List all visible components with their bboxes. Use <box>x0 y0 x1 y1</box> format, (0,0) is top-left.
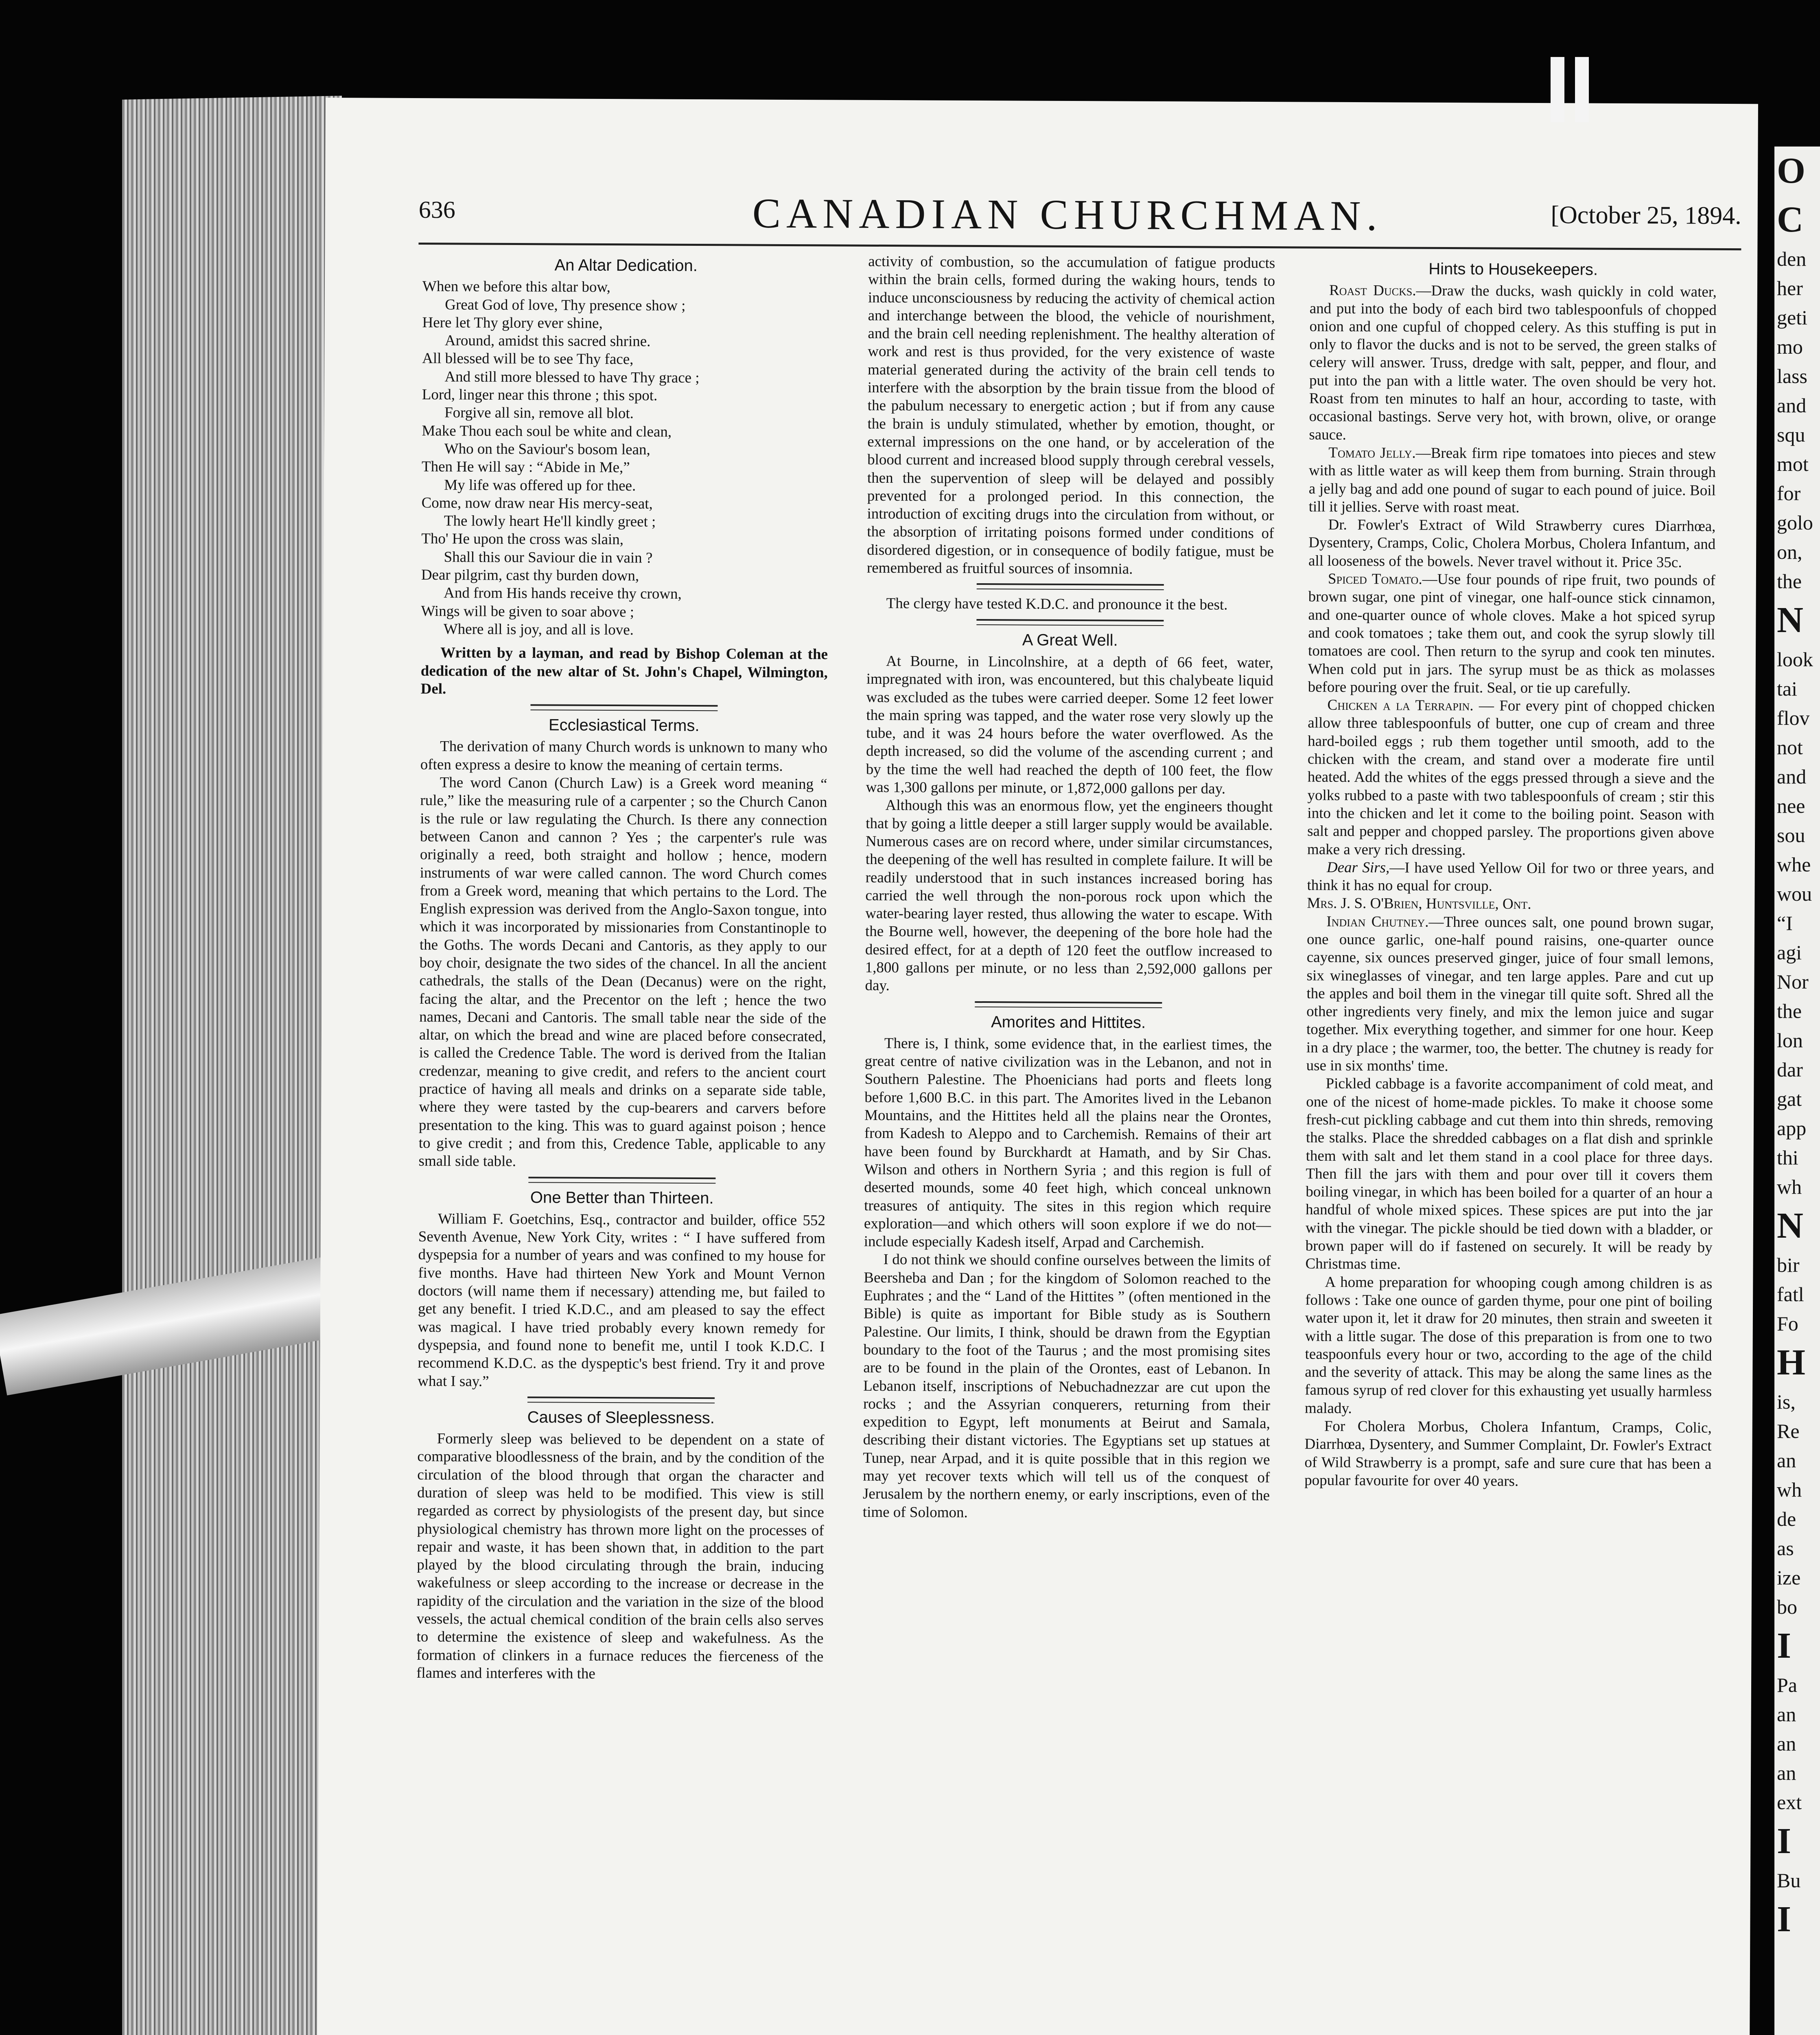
facing-page-fragment: N <box>1777 1206 1803 1246</box>
facing-page-fragment: lon <box>1777 1029 1803 1052</box>
paragraph: At Bourne, in Lincolnshire, at a depth of 66 feet, water, impregnated with iron, was encountered, but this chalybeate liquid was excluded as the tubes were carried deeper. Some 12 feet lower the main spring was tapped, and the water rose very slowly up the tube, and it was 24 hours before the water overflowed. As the depth increased, so did the volume of the ascending current ; and by the time the well had reached the depth of 100 feet, the flow was 1,300 gallons per minute, or 1,872,000 gallons per day. <box>866 652 1274 797</box>
facing-page-fragment: mo <box>1777 335 1803 358</box>
facing-page-fragment: tai <box>1777 677 1797 700</box>
poem-line: Wings will be given to soar above ; <box>421 602 634 620</box>
poem-line: Tho' He upon the cross was slain, <box>421 530 624 548</box>
facing-page-fragment: C <box>1777 199 1803 240</box>
section-separator <box>530 704 718 711</box>
poem-line: And from His hands receive thy crown, <box>444 584 682 603</box>
paragraph: Although this was an enormous flow, yet the engineers thought that by going a little deeper a still larger supply would be available. Numerous cases are on record where, under similar circumstances, the deepening of the well has resulted in complete failure. It will be readily understood that in such instances increased boring has carried the well through the non-porous rock upon which the water-bearing layer rested, thus allowing the water to escape. With the Bourne well, however, the deepening of the bore hole had the desired effect, for at a depth of 120 feet the outflow increased to 1,800 gallons per minute, or no less than 2,592,000 gallons per day. <box>865 797 1273 994</box>
facing-page-fragment: O <box>1777 151 1806 191</box>
poem-line: And still more blessed to have Thy grace ; <box>444 368 700 386</box>
facing-page-fragment: an <box>1777 1732 1796 1755</box>
poem-line: Around, amidst this sacred shrine. <box>444 332 651 350</box>
recipe-roast-ducks <box>1309 282 1717 446</box>
facing-page-fragment: look <box>1777 648 1813 671</box>
poem-line: Shall this our Saviour die in vain ? <box>444 549 653 567</box>
issue-date: [October 25, 1894. <box>1551 201 1741 230</box>
poem-line: Great God of love, Thy presence show ; <box>445 296 686 314</box>
newspaper-page <box>315 98 1758 2035</box>
section-separator <box>976 619 1164 626</box>
paragraph: There is, I think, some evidence that, in the earliest times, the great centre of native civilization was in the Lebanon, and not in Southern Palestine. The Phoenicians had ports and fleets long before 1,600 B.C. in this part. The Amorites lived in the Lebanon Mountains, and the Hittites held all the plains near the Orontes, from Kadesh to Aleppo and to Carchemish. Remains of their art have been found by Burckhardt at Hamath, and by Sir Chas. Wilson and others in Northern Syria ; and this region is full of deserted mounds, some 40 feet high, which conceal unknown treasures of antiquity. The sites in this region which require exploration—and which others will soon explore if we do not—include especially Kadesh itself, Arpad and Carchemish. <box>864 1035 1272 1252</box>
poem-line: When we before this altar bow, <box>422 278 611 296</box>
facing-page-fragment: and <box>1777 394 1807 417</box>
facing-page-fragment: for <box>1777 482 1801 505</box>
facing-page-fragment: sou <box>1777 824 1805 847</box>
paragraph: The word Canon (Church Law) is a Greek word meaning “ rule,” like the measuring rule of a carpenter ; so the Church Canon is the rule or law regulating the Church. Is there any connection between Canon and cannon ? Yes ; the carpenter's rule was originally a reed, both straight and hollow ; hence, modern instruments of war were called cannon. The word Church comes from a Greek word, meaning that which pertains to the Lord. The English expression was derived from the Anglo-Saxon tongue, into which it was incorporated by missionaries from Constantinople to the Goths. The words Decani and Cantoris, as they apply to our boy choir, designate the two sides of the chancel. In all the ancient cathedrals, the stalls of the Dean (Decanus) were on the right, facing the altar, and the Precentor on the left ; hence the two names, Decani and Cantoris. The small table near the side of the altar, on which the bread and wine are placed before consecrated, is called the Credence Table. The word is derived from the Italian credenzar, meaning to give credit, and refers to the ancient court practice of having all meals and drinks on a separate side table, where they were tasted by the cup-bearers and carvers before presentation to the king. This was to guard against poison ; hence to give credit ; and from this, Credence Table, applicable to any small side table. <box>418 774 827 1170</box>
altar-note: Written by a layman, and read by Bishop Coleman at the dedication of the new altar of St. John's Chapel, Wilmington, Del. <box>420 644 828 698</box>
poem-line: All blessed will be to see Thy face, <box>422 350 634 368</box>
facing-page-fragment: and <box>1777 765 1807 788</box>
poem-line: Then He will say : “Abide in Me,” <box>421 458 630 476</box>
facing-page-fragment: I <box>1777 1899 1792 1939</box>
facing-page-fragment: bir <box>1777 1254 1800 1276</box>
recipe-chicken-terrapin <box>1307 696 1715 860</box>
facing-page-fragment: wou <box>1777 882 1812 905</box>
article-title-ecclesiastical-terms: Ecclesiastical Terms. <box>548 716 700 735</box>
facing-page-fragment: “I <box>1777 912 1793 934</box>
facing-page-fragment: de <box>1777 1508 1796 1530</box>
facing-page-fragment: den <box>1777 247 1807 270</box>
facing-page-fragment: H <box>1777 1342 1806 1383</box>
facing-page-fragment: Bu <box>1777 1869 1801 1892</box>
facing-page-fragment: as <box>1777 1537 1794 1560</box>
column-1 <box>416 251 829 1684</box>
yellow-oil-advert <box>1307 858 1714 914</box>
paragraph: The derivation of many Church words is unknown to many who often express a desire to know the meaning of certain terms. <box>420 738 828 775</box>
facing-page-fragment: her <box>1777 277 1803 300</box>
altar-poem <box>421 278 829 640</box>
paragraph: William F. Goetchins, Esq., contractor and builder, office 552 Seventh Avenue, New York City, writes : “ I have suffered from dyspepsia for a number of years and was confined to my house for five months. Have had thirteen New York and Mount Vernon doctors (will name them if necessary) attending me, but failed to get any benefit. I tried K.D.C., and am pleased to say the effect was magical. I have tried probably every known remedy for dyspepsia, and found none to benefit me, until I took K.D.C. I recommend K.D.C. as the dyspeptic's best friend. Try it and prove what I say.” <box>418 1210 826 1390</box>
column-3 <box>1304 255 1717 1492</box>
facing-page-fragment: the <box>1777 570 1802 593</box>
paragraph-whooping-cough: A home preparation for whooping cough among children is as follows : Take one ounce of garden thyme, pour one pint of boiling water upon it, let it draw for 20 minutes, then strain and sweeten it with a little sugar. The dose of this preparation is from one to two teaspoonfuls every hour or two, according to the age of the child and the severity of attack. This may be along the same lines as the famous syrup of red clover for this exhausting yet usually harmless malady. <box>1304 1274 1713 1417</box>
facing-page-fragment: gat <box>1777 1088 1802 1110</box>
facing-page-fragment: Re <box>1777 1420 1800 1442</box>
facing-page-fragment: whe <box>1777 853 1811 876</box>
salutation: Dear Sirs, <box>1326 859 1390 876</box>
binding-clip-top <box>1575 57 1589 122</box>
paragraph: I do not think we should confine ourselves between the limits of Beersheba and Dan ; for the kingdom of Solomon reached to the Euphrates ; and the “ Land of the Hittites ” (often mentioned in the Bible) is quite as important for Bible study as is Southern Palestine. Our limits, I think, should be drawn from the Egyptian boundary to the foot of the Taurus ; and the most promising sites are to be found in the plain of the Orontes, east of Lebanon. In Lebanon itself, inscriptions of Nebuchadnezzar are cut upon the rocks ; and the Assyrian conquerers, returning from their expedition to Egypt, left monuments at Beirut and Samala, describing their distant victories. The Egyptians set up statues at Tunep, near Arpad, and it is quite possible that in this region we may yet recover texts which will tell us of the conquest of Jerusalem by the northern enemy, or early inscriptions, even of the time of Solomon. <box>862 1251 1271 1521</box>
page-number: 636 <box>418 196 455 223</box>
facing-page-fragment: I <box>1777 1626 1792 1666</box>
facing-page-edge <box>1774 147 1820 2035</box>
article-title-amorites-and-hittites: Amorites and Hittites. <box>991 1013 1146 1032</box>
facing-page-fragment: I <box>1777 1821 1792 1861</box>
facing-page-fragment: wh <box>1777 1478 1802 1501</box>
poem-line: Where all is joy, and all is love. <box>443 621 634 639</box>
paragraph: activity of combustion, so the accumulation of fatigue products within the brain cells, formed during the waking hours, tends to induce unconsciousness by reducing the activity of chemical action and interchange between the blood, the vehicle of nourishment, and the brain cell needing replenishment. The healthy alteration of work and rest is thus provided, for the very existence of waste material generated during the activity of the brain cell tends to interfere with the absorption by the brain tissue from the blood of the pabulum necessary to energetic action ; but if from any cause the brain is unduly stimulated, whether by emotion, thought, or external impressions on the one hand, or by acceleration of the blood current and increased blood supply through cerebral vessels, then the supervention of sleep will be delayed and possibly prevented for a prolonged period. In this connection, the introduction of exciting drugs into the circulation from without, or the absorption of irritating poisons formed under conditions of disordered digestion, or in consequence of bodily fatigue, must be remembered as fruitful sources of insomnia. <box>866 253 1275 578</box>
facing-page-fragment: lass <box>1777 365 1807 387</box>
article-title-a-great-well: A Great Well. <box>1022 631 1118 650</box>
facing-page-fragment: flov <box>1777 707 1810 729</box>
masthead: CANADIAN CHURCHMAN. <box>752 190 1383 240</box>
poem-line: Lord, linger near this throne ; this spot. <box>422 386 658 404</box>
article-title-altar-dedication: An Altar Dedication. <box>554 256 698 275</box>
facing-page-fragment: Nor <box>1777 970 1809 993</box>
facing-page-fragment: app <box>1777 1117 1807 1140</box>
section-separator <box>528 1177 715 1184</box>
paragraph: Formerly sleep was believed to be dependent on a state of comparative bloodlessness of the brain, and by the condition of the circulation of the blood through that organ the character and duration of sleep was held to be modified. This view is still regarded as correct by physiologists of the present day, but since physiological chemistry has thrown more light on the processes of repair and waste, it has been shown that, in addition to the part played by the blood circulating through the brain, inducing wakefulness or sleep according to the increase or decrease in the rapidity of the circulation and the variation in the size of the blood vessels, the actual chemical condition of the brain cells also serves to determine the existence of sleep and wakefulness. As the formation of clinkers in a furnace reduces the fierceness of the flames and interferes with the <box>416 1430 825 1682</box>
recipe-text: — For every pint of chopped chicken allow three tablespoonfuls of butter, one cup of cream and three hard-boiled eggs ; rub them together until smooth, add to the chicken with the cream, and stand over a moderate fire until heated. Add the whites of the eggs pressed through a sieve and the yolks rubbed to a paste with two tablespoonfuls of cream ; stir this into the chicken and let it come to the boiling point. Season with salt and pepper and chopped parsley. The proportions given above make a very rich dressing. <box>1307 697 1715 858</box>
facing-page-fragment: thi <box>1777 1146 1798 1169</box>
recipe-label: Indian Chutney. <box>1326 913 1429 930</box>
article-title-causes-of-sleeplessness: Causes of Sleeplessness. <box>527 1408 715 1427</box>
recipe-label: Chicken a la Terrapin. <box>1327 696 1474 714</box>
recipe-label: Roast Ducks. <box>1329 282 1416 299</box>
poem-line: Who on the Saviour's bosom lean, <box>444 440 650 458</box>
recipe-spiced-tomato <box>1308 570 1715 698</box>
facing-page-fragment: dar <box>1777 1058 1803 1081</box>
testimonial-signature: Mrs. J. S. O'Brien, Huntsville, Ont. <box>1307 895 1531 913</box>
facing-page-fragment: fatl <box>1777 1283 1804 1306</box>
facing-page-fragment: ize <box>1777 1566 1801 1589</box>
facing-page-fragment: is, <box>1777 1390 1796 1413</box>
recipe-text: —Draw the ducks, wash quickly in cold water, and put into the body of each bird two tablespoonfuls of chopped onion and one cupful of chopped celery. As this stuffing is put in only to flavor the ducks and is not to be served, the green stalks of celery will answer. Truss, dredge with salt, pepper, and flour, and put into the pan with a little water. The oven should be very hot. Roast from ten minutes to half an hour, according to taste, with occasional bastings. Serve very hot, with brown, olive, or orange sauce. <box>1309 282 1717 443</box>
facing-page-fragment: mot <box>1777 453 1809 475</box>
facing-page-fragment: the <box>1777 1000 1802 1022</box>
testimonial-text: —I have used Yellow Oil for two or three years, and think it has no equal for croup. <box>1307 859 1714 895</box>
poem-line: My life was offered up for thee. <box>444 476 636 494</box>
book-page-edges <box>122 96 342 2035</box>
poem-line: Here let Thy glory ever shine, <box>422 314 603 332</box>
column-2 <box>863 253 1275 1523</box>
facing-page-fragment: wh <box>1777 1175 1802 1198</box>
facing-page-fragment: agi <box>1777 941 1802 964</box>
facing-page-fragment: golo <box>1777 511 1813 534</box>
recipe-text: —Use four pounds of ripe fruit, two pounds of brown sugar, one pint of vinegar, one half-ounce stick cinnamon, and one-quarter ounce of whole cloves. Make a hot spiced syrup and cook tomatoes ; take them out, and cook the syrup slowly till tomatoes are cool. Then return to the syrup and cook ten minutes. When cold put in jars. The syrup must be as thick as molasses before pouring over the fruit. Seal, or tie up carefully. <box>1308 571 1715 697</box>
section-separator <box>527 1396 715 1403</box>
recipe-text: —Three ounces salt, one pound brown sugar, one ounce garlic, one-half pound raisins, one-quarter ounce cayenne, six ounces preserved ginger, juice of four small lemons, six wineglasses of vinegar, and ten large apples. Pare and cut up the apples and boil them in the vinegar till quite soft. Shred all the other ingredients very finely, and mix the lemon juice and sugar together. Mix everything together, and simmer for one hour. Keep in a dry place ; the warmer, too, the better. The chutney is ready for use in six months' time. <box>1306 913 1714 1075</box>
facing-page-fragment: bo <box>1777 1595 1797 1618</box>
facing-page-fragment: an <box>1777 1761 1796 1784</box>
facing-page-fragment: an <box>1777 1449 1796 1472</box>
poem-line: The lowly heart He'll kindly greet ; <box>444 512 656 530</box>
poem-line: Come, now draw near His mercy-seat, <box>421 494 653 512</box>
facing-page-fragment: not <box>1777 736 1803 759</box>
paragraph-pickled-cabbage: Pickled cabbage is a favorite accompaniment of cold meat, and one of the nicest of home-made pickles. To make it choose some fresh-cut pickling cabbage and cut them into thin shreds, removing the stalks. Place the shredded cabbages on a flat dish and sprinkle them with salt and let them stand in a cool place for three days. Then fill the jars with them and pour over till it covers them boiling vinegar, in which has been boiled for a quarter of an hour a handful of whole mixed spices. These spices are put into the jar with the vinegar. The pickle should be tied down with a bladder, or brown paper will do if fastened on securely. It will be ready by Christmas time. <box>1305 1075 1713 1273</box>
facing-page-fragment: ext <box>1777 1791 1802 1814</box>
section-separator <box>977 583 1164 590</box>
fowler-advert: For Cholera Morbus, Cholera Infantum, Cramps, Colic, Diarrhœa, Dysentery, and Summer Complaint, Dr. Fowler's Extract of Wild Strawberry is a prompt, safe and sure cure that has been a popular favourite for over 40 years. <box>1304 1418 1712 1490</box>
poem-line: Forgive all sin, remove all blot. <box>444 404 634 422</box>
facing-page-fragment: N <box>1777 600 1803 640</box>
recipe-text: —Break firm ripe tomatoes into pieces and stew with as little water as will keep them from burning. Strain through a jelly bag and add one pound of sugar to each pound of juice. Boil till it jellies. Serve with roast meat. <box>1308 444 1716 516</box>
kdc-advert: The clergy have tested K.D.C. and pronounce it the best. <box>886 595 1228 614</box>
facing-page-fragment: Fo <box>1777 1312 1798 1335</box>
facing-page-fragment: Pa <box>1777 1674 1797 1696</box>
poem-line: Make Thou each soul be white and clean, <box>422 422 672 440</box>
facing-page-fragment: squ <box>1777 423 1805 446</box>
page-header <box>418 179 1762 246</box>
poem-line: Dear pilgrim, cast thy burden down, <box>421 567 639 584</box>
binding-clip-top <box>1551 57 1564 122</box>
recipe-label: Spiced Tomato. <box>1328 570 1422 588</box>
facing-page-fragment: on, <box>1777 540 1802 563</box>
facing-page-fragment: nee <box>1777 794 1805 817</box>
fowler-advert: Dr. Fowler's Extract of Wild Strawberry cures Diarrhœa, Dysentery, Cramps, Colic, Cholera Morbus, Cholera Infantum, and all looseness of the bowels. Never travel without it. Price 35c. <box>1308 516 1716 571</box>
recipe-tomato-jelly <box>1309 444 1716 518</box>
facing-page-fragment: an <box>1777 1703 1796 1726</box>
recipe-label: Tomato Jelly. <box>1328 444 1416 462</box>
article-title-one-better-than-thirteen: One Better than Thirteen. <box>530 1188 714 1207</box>
facing-page-fragment: geti <box>1777 306 1807 329</box>
article-title-hints-to-housekeepers: Hints to Housekeepers. <box>1428 260 1598 279</box>
recipe-indian-chutney <box>1306 912 1714 1077</box>
section-separator <box>975 1001 1162 1008</box>
